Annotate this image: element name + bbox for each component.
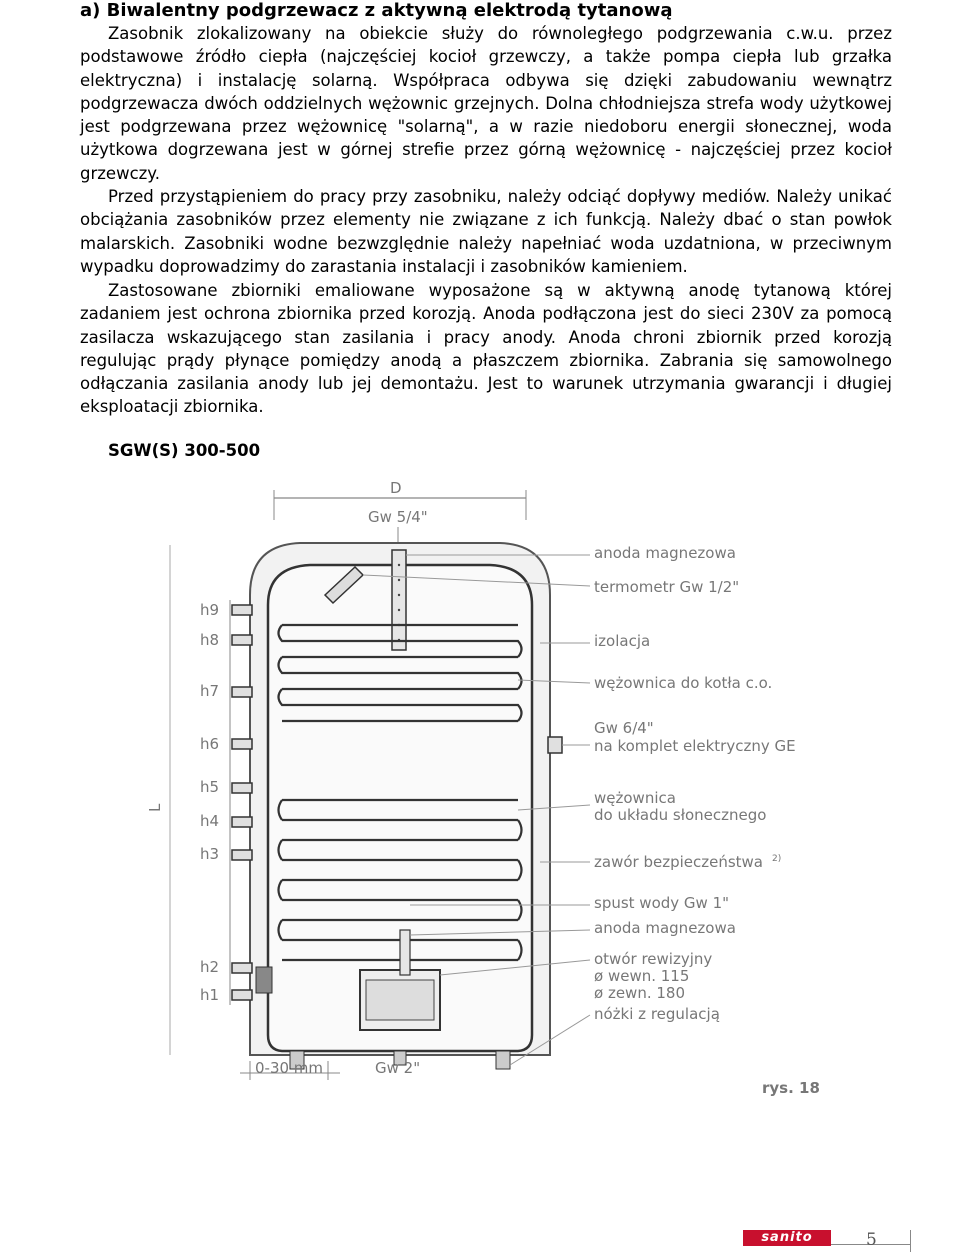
footer-vertical-divider: [910, 1230, 911, 1252]
label-otwor: otwór rewizyjny: [594, 950, 713, 968]
height-h4: h4: [200, 812, 220, 830]
label-termometr: termometr Gw 1/2": [594, 578, 740, 596]
dim-d-label: D: [390, 479, 402, 497]
paragraph-1-text: Zasobnik zlokalizowany na obiekcie służy do równoległego podgrzewania c.w.u. przez podstawowe źródło ciepła (najczęściej kocioł grzewczy, a także pompa ciepła lub grzałka elektryczna) i instalację solarną. Współpraca odbywa się dzięki zabudowaniu wewnątrz podgrzewacza dwóch oddzielnych wężownic grzejnych. Dolna chłodniejsza strefa wody użytkowej jest podgrzewana przez wężownicę "solarną", a w razie niedoboru energii słonecznej, woda użytkowa dogrzewana jest w górnej strefie przez górną wężownicę - najczęściej przez kocioł grzewczy.: [80, 24, 892, 183]
label-spust: spust wody Gw 1": [594, 894, 730, 912]
paragraph-3: [80, 279, 892, 419]
dim-bottom-left: 0-30 mm: [255, 1059, 324, 1077]
label-zawor: zawór bezpieczeństwa: [594, 853, 763, 871]
tank-diagram: [146, 475, 830, 1115]
label-anoda-top: anoda magnezowa: [594, 544, 736, 562]
dim-bottom-conn: Gw 2": [375, 1059, 421, 1077]
label-zewn: ø zewn. 180: [594, 984, 685, 1002]
height-h2: h2: [200, 958, 220, 976]
dim-top-conn-label: Gw 5/4": [368, 508, 428, 526]
figure-caption: rys. 18: [762, 1079, 820, 1097]
paragraph-2-text: Przed przystąpieniem do pracy przy zasobniku, należy odciąć dopływy mediów. Należy unikać obciążania zasobników przez elementy nie związane z ich funkcją. Należy dbać o stan powłok malarskich. Zasobniki wodne bezwzględnie należy napełniać woda uzdatniona, w przeciwnym wypadku doprowadzimy do zarastania instalacji i zasobników kamieniem.: [80, 187, 892, 276]
height-h8: h8: [200, 631, 220, 649]
brand-logo: sanito: [743, 1230, 831, 1246]
label-uklad-sloneczny: do układu słonecznego: [594, 806, 767, 824]
label-komplet-ge: na komplet elektryczny GE: [594, 737, 796, 755]
page-number: 5: [866, 1230, 877, 1250]
label-anoda-bottom: anoda magnezowa: [594, 919, 736, 937]
label-wezownica-kotla: wężownica do kotła c.o.: [594, 674, 773, 692]
paragraph-1: [80, 22, 892, 185]
footnote-mark: 2): [772, 854, 782, 864]
paragraph-3-text: Zastosowane zbiorniki emaliowane wyposażone są w aktywną anodę tytanową której zadaniem jest ochrona zbiornika przed korozją. Anoda podłączona jest do sieci 230V za pomocą zasilacza wskazującego stan zasilania i pracy anody. Anoda chroni zbiornik przed korozją regulując prądy płynące pomiędzy anodą a płaszczem zbiornika. Zabrania się samowolnego odłączania zasilania anody lub jej demontażu. Jest to warunek utrzymania gwarancji i długiej eksploatacji zbiornika.: [80, 281, 892, 417]
label-nozki: nóżki z regulacją: [594, 1005, 720, 1023]
label-izolacja: izolacja: [594, 632, 651, 650]
label-wewn: ø wewn. 115: [594, 967, 690, 985]
section-heading: a) Biwalentny podgrzewacz z aktywną elektrodą tytanową: [80, 0, 673, 21]
dim-l-label: L: [146, 803, 164, 812]
height-h1: h1: [200, 986, 220, 1004]
height-h9: h9: [200, 601, 220, 619]
label-wezownica: wężownica: [594, 789, 676, 807]
height-h6: h6: [200, 735, 220, 753]
height-h7: h7: [200, 682, 220, 700]
label-gw64: Gw 6/4": [594, 719, 654, 737]
height-h3: h3: [200, 845, 220, 863]
paragraph-2: [80, 185, 892, 278]
model-title: SGW(S) 300-500: [108, 441, 261, 460]
height-h5: h5: [200, 778, 220, 796]
